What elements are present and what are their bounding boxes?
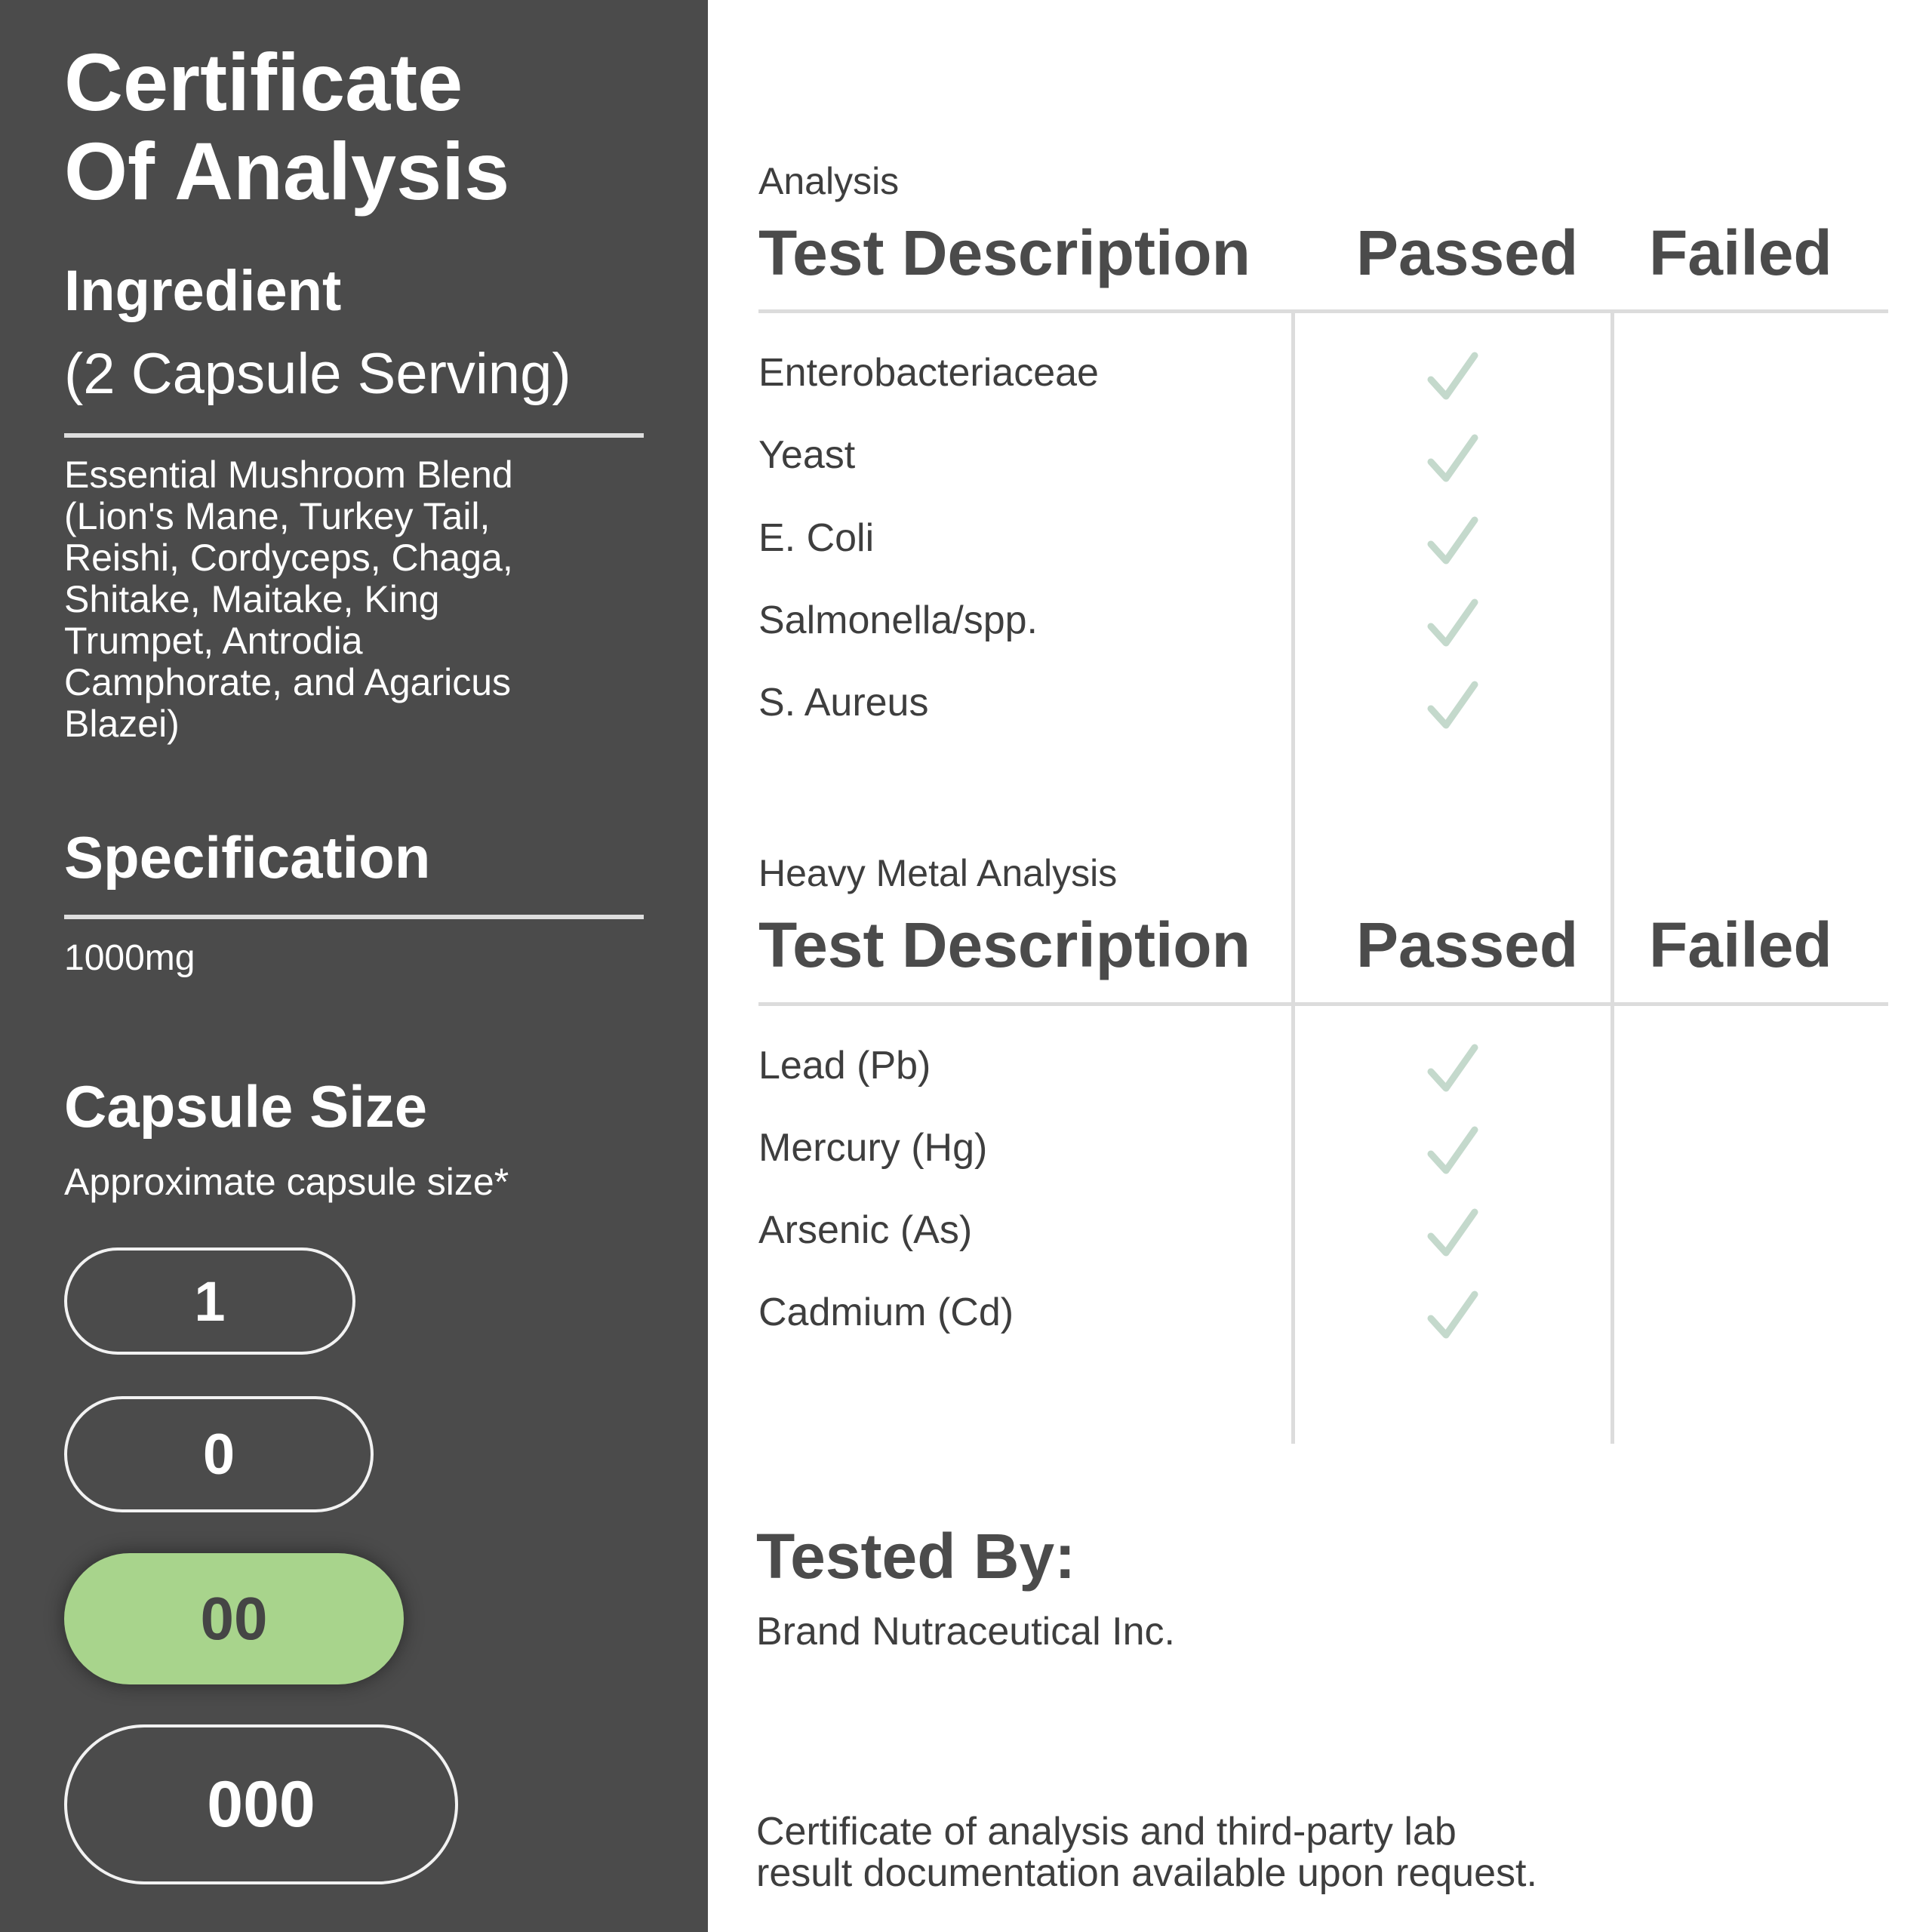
check-icon: [1426, 514, 1481, 568]
analysis-row-label: Salmonella/spp.: [758, 598, 1038, 642]
capsule-size-note: Approximate capsule size*: [64, 1161, 509, 1203]
analysis-header-failed: Failed: [1649, 217, 1832, 288]
heavy-metal-header-description: Test Description: [758, 909, 1251, 980]
tested-by-heading: Tested By:: [756, 1521, 1076, 1592]
analysis-row-label: S. Aureus: [758, 681, 929, 724]
serving-label: (2 Capsule Serving): [64, 342, 571, 406]
footer-note: [756, 1811, 1737, 1894]
blend-line: Camphorate, and Agaricus: [64, 661, 512, 703]
specification-heading: Specification: [64, 824, 431, 891]
analysis-header-rule: [758, 309, 1888, 313]
check-icon: [1426, 1124, 1481, 1178]
analysis-header-passed: Passed: [1356, 217, 1579, 288]
heavy-metal-header-failed: Failed: [1649, 909, 1832, 980]
passed-column-divider: [1291, 312, 1295, 1444]
specification-value: 1000mg: [64, 938, 195, 978]
check-icon: [1426, 432, 1481, 486]
heavy-metal-section-label: Heavy Metal Analysis: [758, 852, 1118, 894]
page-title: [64, 38, 509, 216]
check-icon: [1426, 1288, 1481, 1343]
analysis-row-label: E. Coli: [758, 516, 875, 560]
analysis-row-label: Yeast: [758, 433, 856, 477]
blend-line: Reishi, Cordyceps, Chaga,: [64, 537, 513, 579]
title-line-1: Certificate: [64, 36, 463, 128]
blend-line: Trumpet, Antrodia: [64, 620, 363, 662]
heavy-metal-header-rule: [758, 1002, 1888, 1006]
capsule-size-0: 0: [64, 1396, 374, 1512]
check-icon: [1426, 1041, 1481, 1096]
failed-column-divider: [1611, 312, 1614, 1444]
check-icon: [1426, 596, 1481, 651]
analysis-section-label: Analysis: [758, 160, 900, 202]
heavy-metal-row-label: Cadmium (Cd): [758, 1291, 1014, 1334]
blend-line: (Lion's Mane, Turkey Tail,: [64, 495, 491, 537]
blend-line: Blazei): [64, 703, 180, 745]
check-icon: [1426, 1206, 1481, 1260]
heavy-metal-row-label: Mercury (Hg): [758, 1126, 988, 1170]
title-line-2: Of Analysis: [64, 125, 510, 217]
capsule-size-00-selected: 00: [64, 1553, 404, 1684]
left-panel: [0, 0, 708, 1932]
ingredient-divider: [64, 433, 644, 438]
specification-divider: [64, 915, 644, 919]
analysis-row-label: Enterobacteriaceae: [758, 351, 1099, 395]
capsule-size-1: 1: [64, 1247, 355, 1355]
footer-line: result documentation available upon request.: [756, 1851, 1537, 1895]
ingredient-heading: Ingredient: [64, 259, 342, 323]
ingredient-blend: [64, 454, 638, 745]
check-icon: [1426, 349, 1481, 404]
tested-by-value: Brand Nutraceutical Inc.: [756, 1610, 1175, 1654]
heavy-metal-row-label: Lead (Pb): [758, 1044, 931, 1088]
analysis-header-description: Test Description: [758, 217, 1251, 288]
heavy-metal-header-passed: Passed: [1356, 909, 1579, 980]
blend-line: Essential Mushroom Blend: [64, 454, 513, 496]
capsule-size-heading: Capsule Size: [64, 1073, 428, 1140]
blend-line: Shitake, Maitake, King: [64, 578, 440, 620]
heavy-metal-row-label: Arsenic (As): [758, 1208, 973, 1252]
capsule-size-000: 000: [64, 1724, 458, 1884]
footer-line: Certificate of analysis and third-party lab: [756, 1810, 1457, 1854]
check-icon: [1426, 678, 1481, 733]
